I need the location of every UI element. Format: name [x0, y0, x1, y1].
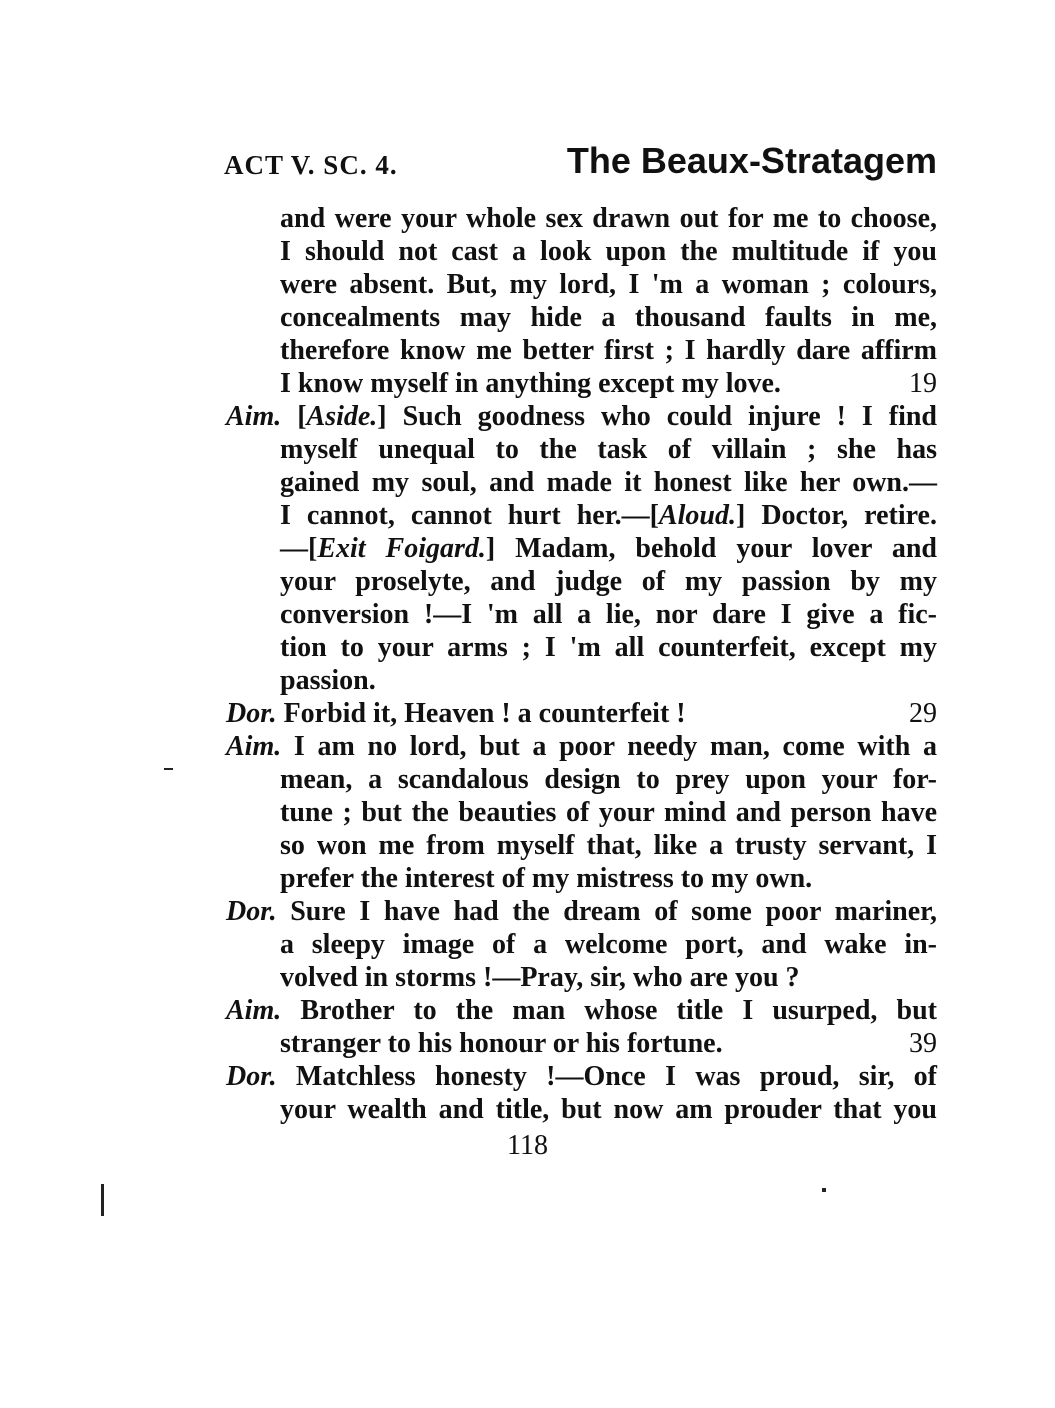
- text-line: [226, 235, 937, 268]
- text-line: [226, 862, 937, 895]
- text-line: [226, 1027, 937, 1060]
- text-line: [226, 1060, 937, 1093]
- margin-mark: [164, 768, 173, 770]
- margin-mark: [101, 1184, 104, 1216]
- dialogue-text: ] Madam, behold your lover and: [485, 533, 937, 564]
- dialogue-text: gained my soul, and made it honest like her own.—: [280, 467, 937, 498]
- text-line: [226, 367, 937, 400]
- dialogue-text: Matchless honesty !—Once I was proud, sir, of: [276, 1061, 937, 1092]
- stage-direction: Aside.: [306, 401, 378, 432]
- dialogue-text: stranger to his honour or his fortune.: [280, 1028, 723, 1059]
- play-text: [226, 202, 937, 1126]
- text-line: [226, 928, 937, 961]
- dialogue-text: I know myself in anything except my love.: [280, 368, 781, 399]
- text-line: [226, 598, 937, 631]
- line-number: 29: [909, 698, 937, 729]
- stage-direction: Aloud.: [658, 500, 736, 531]
- text-line: [226, 499, 937, 532]
- text-line: [226, 994, 937, 1027]
- dialogue-text: I am no lord, but a poor needy man, come with a: [281, 731, 937, 762]
- text-line: [226, 631, 937, 664]
- line-number: 19: [909, 368, 937, 399]
- dialogue-text: so won me from myself that, like a trusty servant, I: [280, 830, 937, 861]
- text-line: [226, 433, 937, 466]
- dialogue-text: and were your whole sex drawn out for me to choose,: [280, 203, 937, 234]
- text-line: [226, 895, 937, 928]
- dialogue-text: your proselyte, and judge of my passion by my: [280, 566, 937, 597]
- running-head-act-scene: ACT V. SC. 4.: [224, 150, 398, 180]
- text-line: [226, 829, 937, 862]
- text-line: [226, 763, 937, 796]
- text-line: [226, 466, 937, 499]
- text-line: [226, 400, 937, 433]
- text-line: [226, 334, 937, 367]
- dialogue-text: I should not cast a look upon the multitude if you: [280, 236, 937, 267]
- speaker-label: Aim.: [226, 731, 282, 762]
- dialogue-text: therefore know me better first ; I hardly dare affirm: [280, 335, 937, 366]
- dialogue-text: tion to your arms ; I 'm all counterfeit, except my: [280, 632, 937, 663]
- dialogue-text: prefer the interest of my mistress to my own.: [280, 863, 813, 894]
- running-head-title: The Beaux-Stratagem: [566, 140, 937, 181]
- dialogue-text: Forbid it, Heaven ! a counterfeit !: [276, 698, 686, 729]
- text-line: [226, 565, 937, 598]
- dialogue-text: I cannot, cannot hurt her.—[: [280, 500, 659, 531]
- text-line: [226, 730, 937, 763]
- dialogue-text: were absent. But, my lord, I 'm a woman ; colours,: [280, 269, 937, 300]
- text-line: [226, 532, 937, 565]
- line-number: 39: [909, 1028, 937, 1059]
- text-line: [226, 961, 937, 994]
- speaker-label: Aim.: [226, 401, 282, 432]
- speaker-label: Dor.: [226, 896, 277, 927]
- dialogue-text: concealments may hide a thousand faults in me,: [280, 302, 937, 333]
- dialogue-text: myself unequal to the task of villain ; she has: [280, 434, 937, 465]
- dialogue-text: volved in storms !—Pray, sir, who are you ?: [280, 962, 800, 993]
- text-line: [226, 697, 937, 730]
- dialogue-text: Brother to the man whose title I usurped, but: [281, 995, 937, 1026]
- margin-mark: [822, 1188, 826, 1192]
- text-line: [226, 268, 937, 301]
- dialogue-text: Sure I have had the dream of some poor mariner,: [276, 896, 937, 927]
- dialogue-text: ] Such goodness who could injure ! I find: [377, 401, 937, 432]
- stage-direction: Exit Foigard.: [317, 533, 486, 564]
- dialogue-text: passion.: [280, 665, 376, 696]
- speaker-label: Dor.: [226, 1061, 277, 1092]
- dialogue-text: —[: [280, 533, 318, 564]
- text-line: [226, 664, 937, 697]
- text-line: [226, 301, 937, 334]
- dialogue-text: [: [281, 401, 307, 432]
- speaker-label: Dor.: [226, 698, 277, 729]
- text-line: [226, 796, 937, 829]
- dialogue-text: ] Doctor, retire.: [735, 500, 937, 531]
- text-line: [226, 202, 937, 235]
- dialogue-text: tune ; but the beauties of your mind and person have: [280, 797, 937, 828]
- text-line: [226, 1093, 937, 1126]
- dialogue-text: conversion !—I 'm all a lie, nor dare I give a fic-: [280, 599, 937, 630]
- speaker-label: Aim.: [226, 995, 282, 1026]
- dialogue-text: your wealth and title, but now am prouder that you: [280, 1094, 937, 1125]
- dialogue-text: a sleepy image of a welcome port, and wake in-: [280, 929, 937, 960]
- page-number: 118: [507, 1130, 548, 1161]
- dialogue-text: mean, a scandalous design to prey upon your for-: [280, 764, 937, 795]
